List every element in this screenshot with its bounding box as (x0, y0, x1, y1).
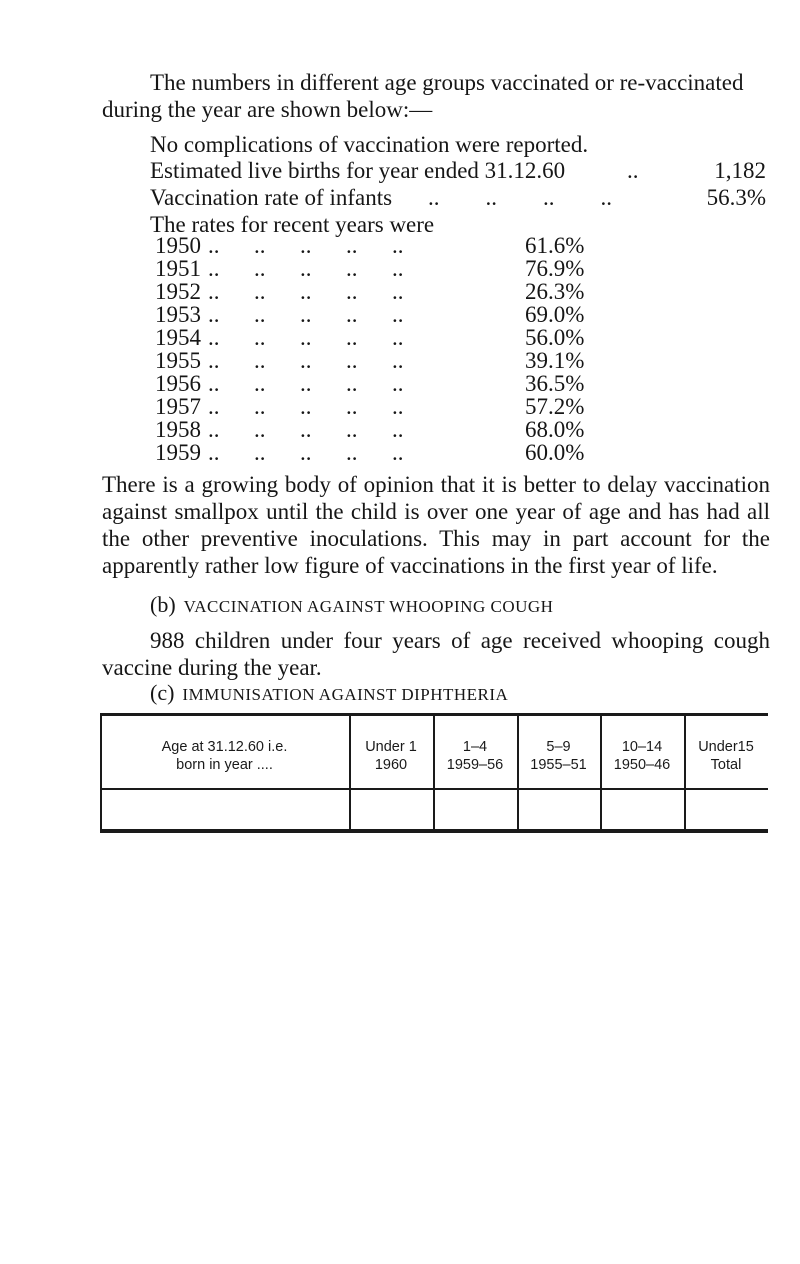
rate-year: 1952 (155, 279, 201, 304)
rate-row-dots: .. .. .. .. .. (208, 233, 404, 258)
rate-year: 1959 (155, 440, 201, 465)
rate-year: 1956 (155, 371, 201, 396)
rate-row-dots: .. .. .. .. .. (208, 371, 404, 396)
recent-rates-label: The rates for recent years were (150, 212, 435, 237)
header-under1-line1: Under 1 (365, 739, 417, 755)
births-value: 1,182 (714, 158, 766, 183)
rate-value: 26.3% (525, 279, 585, 304)
section-b-title: VACCINATION AGAINST WHOOPING COUGH (183, 597, 554, 616)
rate-year: 1957 (155, 394, 201, 419)
complications-text: No complications of vaccination were reported. (150, 132, 589, 157)
rate-value: 61.6% (525, 233, 585, 258)
rate-value: 36.5% (525, 371, 585, 396)
rate-year: 1953 (155, 302, 201, 327)
rate-row-dots: .. .. .. .. .. (208, 279, 404, 304)
rate-year: 1955 (155, 348, 201, 373)
opinion-paragraph: There is a growing body of opinion that it is better to delay vaccination against smallpox until the child is over one year of age and has had all the other preventive inoculations. This may in part account for the apparently rather low figure of vaccinations in the first year of life. (102, 472, 770, 578)
rate-value: 39.1% (525, 348, 585, 373)
header-10-14-line1: 10–14 (621, 739, 663, 755)
header-5-9-line1: 5–9 (546, 739, 571, 755)
rate-value: 60.0% (525, 440, 585, 465)
rate-value: 68.0% (525, 417, 585, 442)
rate-dots: .. .. .. .. (428, 185, 612, 210)
rate-row-dots: .. .. .. .. .. (208, 325, 404, 350)
intro-line-2: during the year are shown below:— (102, 97, 433, 122)
rate-year: 1958 (155, 417, 201, 442)
rate-row-dots: .. .. .. .. .. (208, 302, 404, 327)
section-b-text: 988 children under four years of age received whooping cough vaccine during the year. (102, 628, 770, 680)
section-c-title: IMMUNISATION AGAINST DIPHTHERIA (182, 685, 509, 704)
rate-row-dots: .. .. .. .. .. (208, 440, 404, 465)
header-under1-line2: 1960 (374, 757, 408, 773)
header-1-4-line2: 1959–56 (446, 757, 504, 773)
births-dots: .. (627, 158, 639, 183)
header-age-line1: Age at 31.12.60 i.e. (161, 739, 288, 755)
rate-value: 56.0% (525, 325, 585, 350)
rate-row-dots: .. .. .. .. .. (208, 256, 404, 281)
intro-line-1: The numbers in different age groups vaccinated or re-vaccinated (150, 70, 744, 95)
header-total-line2: Total (710, 757, 742, 773)
rate-year: 1951 (155, 256, 201, 281)
rate-year: 1950 (155, 233, 201, 258)
section-c-label: (c) (150, 680, 175, 705)
rate-row-dots: .. .. .. .. .. (208, 348, 404, 373)
section-b-label: (b) (150, 592, 176, 617)
rate-row-dots: .. .. .. .. .. (208, 417, 404, 442)
rate-label: Vaccination rate of infants (150, 185, 393, 210)
infant-rate-value: 56.3% (706, 185, 766, 210)
rate-year: 1954 (155, 325, 201, 350)
rate-row-dots: .. .. .. .. .. (208, 394, 404, 419)
births-label: Estimated live births for year ended 31.12.60 (150, 158, 566, 183)
rate-value: 57.2% (525, 394, 585, 419)
header-1-4-line1: 1–4 (462, 739, 488, 755)
header-total-line1: Under15 (698, 739, 754, 755)
rate-value: 76.9% (525, 256, 585, 281)
header-10-14-line2: 1950–46 (613, 757, 671, 773)
header-age-line2: born in year .... (176, 757, 273, 773)
header-5-9-line2: 1955–51 (530, 757, 587, 773)
rate-value: 69.0% (525, 302, 585, 327)
